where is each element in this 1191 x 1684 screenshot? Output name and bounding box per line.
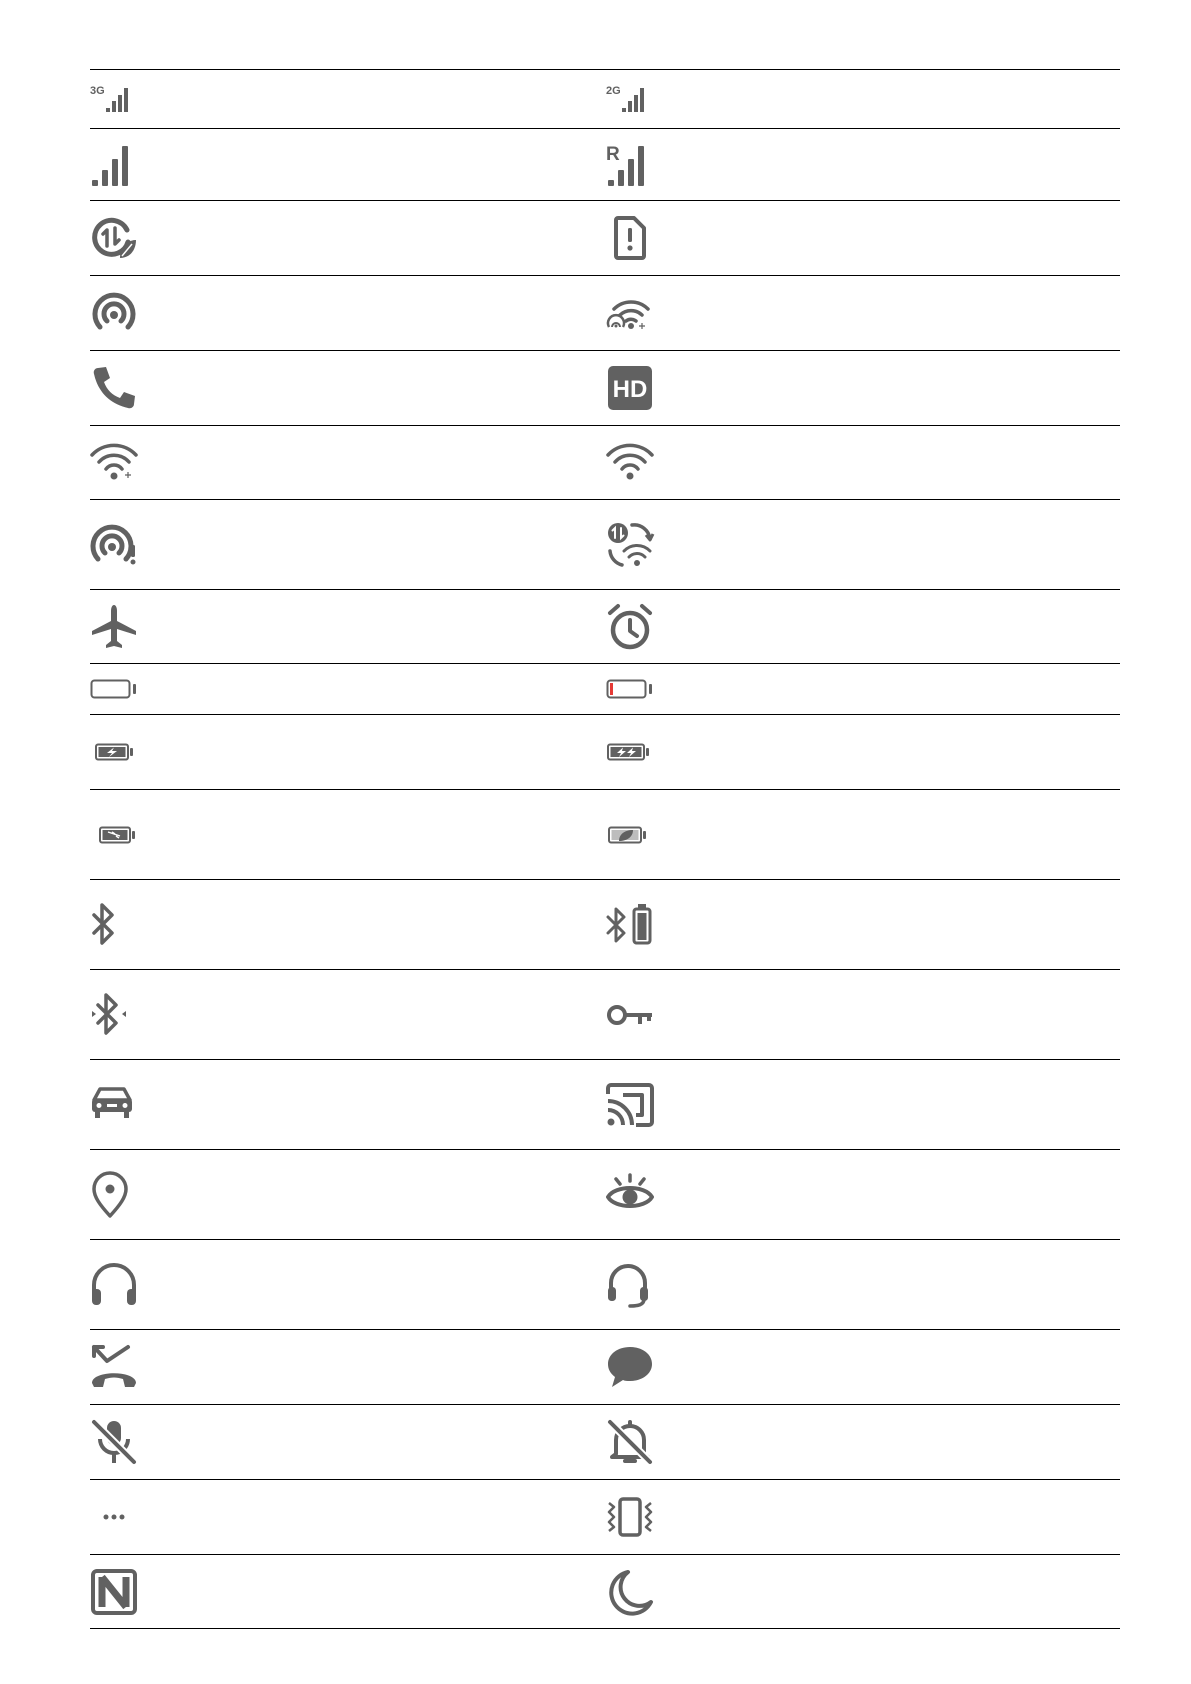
icon-row [90, 970, 1120, 1060]
missed-call-icon [90, 1343, 138, 1391]
icon-cell [606, 70, 652, 128]
icon-row [90, 715, 1120, 790]
icon-cell [606, 129, 654, 200]
phone-call-icon [90, 364, 138, 412]
icon-cell [90, 715, 138, 789]
signal-full-icon [90, 142, 138, 188]
vpn-key-icon [606, 991, 654, 1039]
mic-muted-icon [90, 1418, 138, 1466]
icon-cell [606, 351, 654, 425]
location-icon [90, 1171, 138, 1219]
status-icon-table [90, 69, 1120, 1629]
icon-cell [90, 970, 138, 1059]
icon-cell [606, 1240, 654, 1329]
battery-empty-icon [90, 677, 138, 701]
hd-voice-icon [606, 364, 654, 412]
icon-cell [606, 715, 654, 789]
wifi-icon [606, 439, 654, 487]
icon-row [90, 1330, 1120, 1405]
hotspot-alert-icon [90, 521, 138, 569]
icon-cell [606, 1330, 654, 1404]
signal-2g-icon [606, 84, 652, 114]
icon-row [90, 201, 1120, 276]
icon-cell [90, 1480, 138, 1554]
hd-label: HD [612, 376, 648, 403]
wifi-6-icon [90, 439, 138, 487]
icon-row [90, 880, 1120, 970]
roaming-label: R [606, 143, 620, 165]
driving-mode-icon [90, 1081, 138, 1129]
wifi-hotspot-connected-icon [606, 289, 654, 337]
message-icon [606, 1343, 654, 1391]
icon-cell [606, 790, 654, 879]
icon-row [90, 1405, 1120, 1480]
icon-cell [90, 1060, 138, 1149]
icon-cell [90, 1150, 138, 1239]
icon-cell [90, 70, 136, 128]
bluetooth-icon [90, 901, 138, 949]
battery-low-icon [606, 677, 654, 701]
battery-fast-charging-icon [606, 740, 654, 764]
icon-row [90, 351, 1120, 426]
icon-cell [90, 1405, 138, 1479]
icon-cell [90, 1330, 138, 1404]
network-type-label: 3G [90, 85, 105, 97]
data-wifi-switch-icon [606, 521, 654, 569]
airplane-icon [90, 603, 138, 651]
vibrate-icon [606, 1493, 654, 1541]
headset-mic-icon [606, 1261, 654, 1309]
bluetooth-connected-icon [90, 991, 138, 1039]
icon-cell [90, 201, 138, 275]
icon-cell [606, 500, 654, 589]
notifications-off-icon [606, 1418, 654, 1466]
headphones-icon [90, 1261, 138, 1309]
icon-cell [606, 1480, 654, 1554]
icon-cell [606, 1555, 654, 1628]
bluetooth-battery-icon [606, 901, 654, 949]
icon-row [90, 790, 1120, 880]
sim-alert-icon [606, 214, 654, 262]
icon-cell [90, 426, 138, 499]
icon-cell [90, 590, 138, 663]
icon-cell [606, 590, 654, 663]
icon-row [90, 1555, 1120, 1629]
alarm-clock-icon [606, 603, 654, 651]
icon-row [90, 1480, 1120, 1555]
icon-cell [606, 970, 654, 1059]
hotspot-icon [90, 289, 138, 337]
icon-row [90, 664, 1120, 715]
icon-row [90, 500, 1120, 590]
icon-row [90, 129, 1120, 201]
battery-charging-icon [90, 740, 138, 764]
icon-row [90, 590, 1120, 664]
icon-row [90, 1240, 1120, 1330]
icon-cell [606, 664, 654, 714]
icon-cell [606, 1150, 654, 1239]
battery-power-saving-icon [606, 823, 654, 847]
icon-cell [90, 880, 138, 969]
icon-cell [606, 201, 654, 275]
icon-cell [90, 500, 138, 589]
icon-cell [606, 276, 654, 350]
moon-icon [606, 1568, 654, 1616]
icon-cell [606, 880, 654, 969]
battery-super-charging-icon [90, 823, 138, 847]
icon-cell [90, 1555, 138, 1628]
network-type-label: 2G [606, 85, 621, 97]
icon-row [90, 70, 1120, 129]
eye-comfort-icon [606, 1171, 654, 1219]
signal-3g-icon [90, 84, 136, 114]
screen-cast-icon [606, 1081, 654, 1129]
icon-cell [606, 426, 654, 499]
data-saver-icon [90, 214, 138, 262]
icon-cell [90, 276, 138, 350]
icon-row [90, 426, 1120, 500]
icon-row [90, 1150, 1120, 1240]
signal-roaming-icon [606, 142, 654, 188]
nfc-icon [90, 1568, 138, 1616]
icon-row [90, 276, 1120, 351]
icon-cell [90, 129, 138, 200]
more-notifications-icon [90, 1493, 138, 1541]
icon-cell [90, 351, 138, 425]
icon-cell [90, 664, 138, 714]
icon-cell [606, 1060, 654, 1149]
icon-cell [90, 1240, 138, 1329]
icon-row [90, 1060, 1120, 1150]
icon-cell [606, 1405, 654, 1479]
icon-cell [90, 790, 138, 879]
